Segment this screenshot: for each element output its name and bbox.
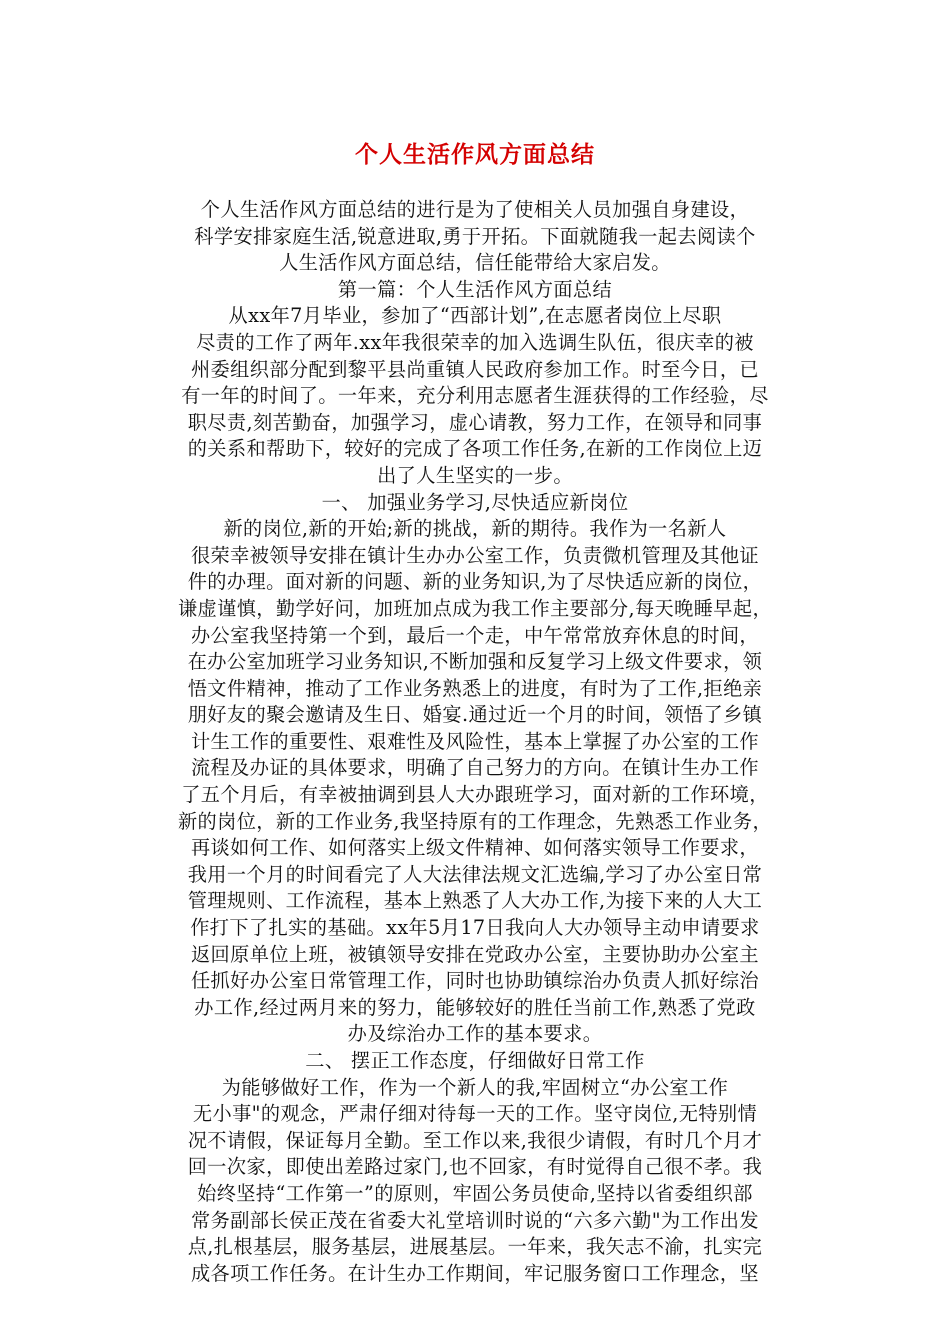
text-line: 管理规则、工作流程，基本上熟悉了人大办工作,为接下来的人大工 [187, 889, 763, 913]
text-line: 个人生活作风方面总结的进行是为了使相关人员加强自身建设， [200, 198, 750, 221]
text-line: 职尽责,刻苦勤奋，加强学习，虚心请教，努力工作，在领导和同事 [187, 410, 763, 434]
text-line: 州委组织部分配到黎平县尚重镇人民政府参加工作。时至今日，已 [190, 357, 760, 381]
text-line: 很荣幸被领导安排在镇计生办办公室工作，负责微机管理及其他证 [190, 543, 760, 567]
text-line: 谦虚谨慎，勤学好问，加班加点成为我工作主要部分,每天晚睡早起， [177, 596, 773, 620]
text-line: 点,扎根基层，服务基层，进展基层。一年来，我矢志不渝，扎实完 [187, 1235, 763, 1259]
text-line: 计生工作的重要性、艰难性及风险性，基本上掌握了办公室的工作 [190, 729, 760, 753]
text-line: 出了人生坚实的一步。 [377, 463, 573, 487]
text-line: 新的岗位,新的开始;新的挑战，新的期待。我作为一名新人 [223, 517, 727, 541]
text-line: 为能够做好工作，作为一个新人的我,牢固树立“办公室工作 [221, 1075, 729, 1099]
text-line: 了五个月后，有幸被抽调到县人大办跟班学习，面对新的工作环境， [181, 783, 769, 807]
text-line: 尽责的工作了两年.xx年我很荣幸的加入选调生队伍，很庆幸的被 [196, 330, 754, 354]
text-line: 朋好友的聚会邀请及生日、婚宴.通过近一个月的时间，领悟了乡镇 [187, 703, 763, 727]
text-line: 任抓好办公室日常管理工作，同时也协助镇综治办负责人抓好综治 [190, 969, 760, 993]
document-body [110, 197, 840, 1287]
text-line: 第一篇：个人生活作风方面总结 [337, 277, 613, 301]
text-line: 作打下了扎实的基础。xx年5月17日我向人大办领导主动申请要求 [190, 916, 760, 940]
text-line: 一、 加强业务学习,尽快适应新岗位 [321, 490, 629, 514]
document-title: 个人生活作风方面总结 [355, 142, 595, 168]
text-line: 我用一个月的时间看完了人大法律法规文汇选编,学习了办公室日常 [187, 862, 763, 886]
text-line: 从xx年7月毕业，参加了“西部计划”,在志愿者岗位上尽职 [228, 304, 722, 328]
text-line: 有一年的时间了。一年来，充分利用志愿者生涯获得的工作经验，尽 [181, 384, 769, 408]
text-line: 成各项工作任务。在计生办工作期间，牢记服务窗口工作理念，坚 [190, 1261, 760, 1285]
text-line: 悟文件精神，推动了工作业务熟悉上的进度，有时为了工作,拒绝亲 [187, 676, 763, 700]
text-line: 始终坚持“工作第一”的原则，牢固公务员使命,坚持以省委组织部 [197, 1181, 753, 1205]
text-line: 科学安排家庭生活,锐意进取,勇于开拓。下面就随我一起去阅读个 [194, 224, 756, 248]
text-line: 况不请假，保证每月全勤。至工作以来,我很少请假，有时几个月才 [187, 1128, 763, 1152]
text-line: 回一次家，即使出差路过家门,也不回家，有时觉得自己很不孝。我 [187, 1155, 763, 1179]
text-line: 二、 摆正工作态度，仔细做好日常工作 [305, 1049, 645, 1072]
text-line: 无小事"的观念，严肃仔细对待每一天的工作。坚守岗位,无特别情 [192, 1102, 758, 1126]
text-line: 办公室我坚持第一个到，最后一个走，中午常常放弃休息的时间， [190, 623, 760, 647]
text-line: 常务副部长侯正茂在省委大礼堂培训时说的“六多六勤"为工作出发 [191, 1208, 759, 1232]
text-line: 人生活作风方面总结，信任能带给大家启发。 [279, 251, 671, 275]
text-line: 再谈如何工作、如何落实上级文件精神、如何落实领导工作要求， [190, 836, 760, 860]
text-line: 办工作,经过两月来的努力，能够较好的胜任当前工作,熟悉了党政 [194, 995, 756, 1019]
text-line: 新的岗位，新的工作业务,我坚持原有的工作理念，先熟悉工作业务， [177, 809, 773, 833]
text-line: 在办公室加班学习业务知识,不断加强和反复学习上级文件要求，领 [187, 650, 763, 674]
text-line: 的关系和帮助下，较好的完成了各项工作任务,在新的工作岗位上迈 [187, 437, 763, 461]
text-line: 办及综治办工作的基本要求。 [347, 1022, 603, 1046]
text-line: 件的办理。面对新的问题、新的业务知识,为了尽快适应新的岗位， [187, 570, 763, 594]
text-line: 返回原单位上班，被镇领导安排在党政办公室，主要协助办公室主 [190, 942, 760, 966]
text-line: 流程及办证的具体要求，明确了自己努力的方向。在镇计生办工作 [190, 756, 760, 780]
